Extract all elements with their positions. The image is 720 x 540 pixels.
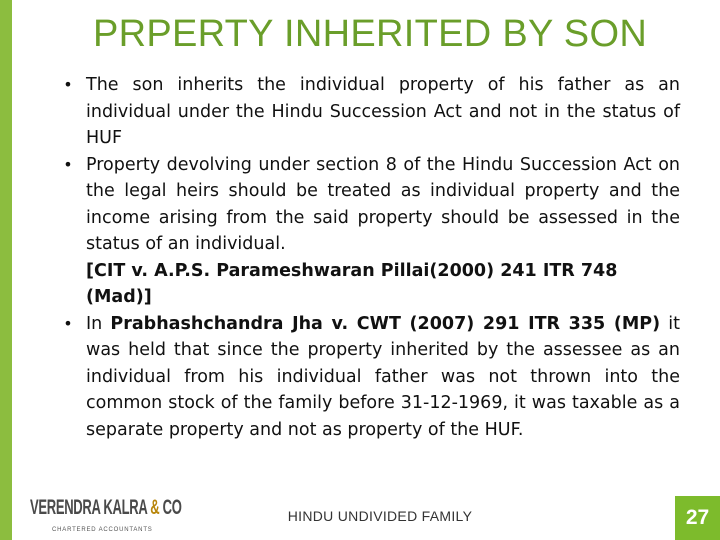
logo-name: VERENDRA KALRA <box>30 496 147 519</box>
firm-logo <box>30 496 182 536</box>
logo-ampersand: & <box>150 496 160 519</box>
case-citation: [CIT v. A.P.S. Parameshwaran Pillai(2000) 241 ITR 748 (Mad)] <box>86 260 618 307</box>
page-number: 27 <box>685 506 710 529</box>
bullet-text: it was held that since the property inherited by the assessee as an individual from his individual father was not thrown into the common stock of the family before 31-12-1969, it was taxable as a separate property and not as property of the HUF. <box>86 313 680 440</box>
bullet-dot-icon: • <box>63 75 73 94</box>
bullet-item <box>58 311 680 444</box>
footer-label: HINDU UNDIVIDED FAMILY <box>287 508 473 524</box>
bullet-text: The son inherits the individual property of his father as an individual under the Hindu Succession Act and not in the status of HUF <box>86 75 680 148</box>
bullet-prefix: In <box>86 313 103 334</box>
case-name: Prabhashchandra Jha v. CWT (2007) 291 ITR 335 (MP) <box>110 313 661 334</box>
bullet-dot-icon: • <box>63 154 73 174</box>
logo-subtitle: CHARTERED ACCOUNTANTS <box>52 527 153 533</box>
bullet-item <box>58 152 680 311</box>
logo-wordmark <box>30 496 182 520</box>
bullet-text: Property devolving under section 8 of the Hindu Succession Act on the legal heirs should be treated as individual property and the income arising from the said property should be assessed in the status of an individual. <box>86 154 680 254</box>
bullet-dot-icon: • <box>63 313 73 333</box>
page-number-badge <box>675 496 720 540</box>
slide-title: PRPERTY INHERITED BY SON <box>92 13 648 55</box>
logo-suffix: CO <box>162 496 182 519</box>
left-accent-bar <box>0 0 12 540</box>
bullet-item <box>58 72 680 152</box>
slide-content <box>58 72 680 443</box>
